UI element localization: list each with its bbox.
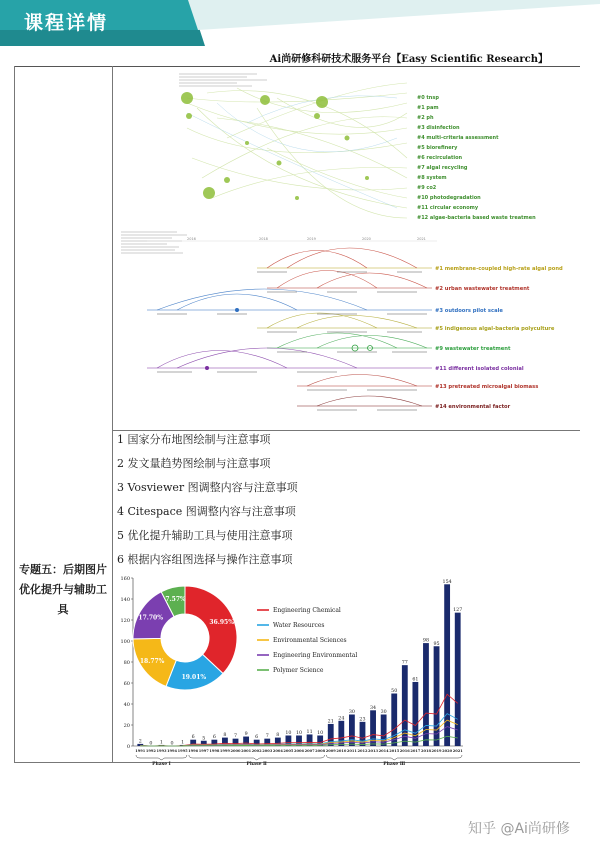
x-tick-label: 2005 (283, 749, 294, 753)
cluster-network-figure (117, 68, 580, 228)
year-tick-4: 2021 (417, 237, 426, 241)
cluster-label-12: #12 algae-bacteria based waste treatmen (417, 215, 536, 221)
bar-value-label: 7 (233, 734, 238, 740)
x-tick-label: 1992 (145, 749, 156, 753)
list-item: 6 根据内容组图选择与操作注意事项 (117, 553, 293, 566)
x-tick-label: 2006 (293, 749, 305, 753)
bar-value-label: 98 (422, 638, 430, 644)
phase-label: Phase Ⅲ (383, 762, 406, 767)
bar-value-label: 2 (138, 739, 142, 745)
x-tick-label: 1997 (198, 749, 209, 753)
cluster-label-9: #9 co2 (417, 185, 437, 191)
y-tick-label: 60 (123, 681, 130, 687)
timeline-cluster-label-14: #14 environmental factor (435, 404, 511, 410)
publication-trend-figure (117, 570, 467, 767)
bar-value-label: 1 (159, 740, 163, 746)
year-tick-0: 2016 (187, 237, 196, 241)
x-tick-label: 2021 (452, 749, 463, 753)
list-item: 3 Vosviewer 图调整内容与注意事项 (117, 481, 298, 494)
x-tick-label: 2009 (325, 749, 336, 753)
cluster-label-7: #7 algal recycling (417, 165, 468, 171)
cluster-label-6: #6 recirculation (417, 155, 463, 161)
bar-value-label: 10 (285, 731, 292, 736)
bar-value-label: 8 (223, 733, 227, 739)
timeline-cluster-label-9: #9 wastewater treatment (435, 346, 511, 352)
timeline-cluster-label-11: #11 different isolated colonial (435, 366, 524, 372)
y-tick-label: 80 (123, 660, 130, 666)
page-title: 课程详情 (24, 12, 109, 34)
y-tick-label: 0 (126, 744, 130, 750)
legend-label: Water Resources (273, 622, 325, 629)
x-tick-label: 2016 (399, 749, 410, 753)
year-tick-2: 2019 (307, 237, 316, 241)
bar-value-label: 77 (401, 660, 408, 666)
topic-item-list (117, 431, 298, 575)
phase-label: Phase Ⅰ (152, 762, 171, 767)
y-tick-label: 120 (120, 618, 130, 624)
bar-value-label: 1 (181, 740, 185, 746)
y-tick-label: 40 (123, 702, 130, 708)
legend-label: Engineering Environmental (273, 652, 358, 659)
x-tick-label: 2011 (346, 749, 357, 753)
cluster-label-11: #11 circular economy (417, 205, 479, 211)
x-tick-label: 2001 (241, 749, 252, 753)
bar-value-label: 24 (338, 716, 345, 722)
bar-value-label: 10 (295, 731, 303, 736)
list-item: 1 国家分布地图绘制与注意事项 (117, 433, 271, 446)
y-tick-label: 100 (120, 639, 130, 645)
bar-value-label: 61 (412, 677, 419, 683)
section-label: 专题五：后期图片优化提升与辅助工具 (19, 563, 107, 616)
legend-label: Environmental Sciences (273, 637, 347, 644)
watermark: 知乎 @Ai尚研修 (468, 821, 570, 837)
x-tick-label: 2015 (389, 749, 400, 753)
donut-slice-label: 19.01% (181, 674, 207, 682)
list-item: 5 优化提升辅助工具与使用注意事项 (117, 529, 293, 542)
x-tick-label: 2017 (410, 749, 421, 753)
x-tick-label: 2019 (431, 749, 442, 753)
timeline-cluster-label-3: #3 outdoors pilot scale (435, 308, 503, 314)
list-item: 4 Citespace 图调整内容与注意事项 (117, 505, 296, 518)
table-column-divider (112, 66, 113, 762)
bar-value-label: 95 (433, 641, 440, 647)
timeline-cluster-label-13: #13 pretreated microalgal biomass (435, 384, 539, 390)
timeline-cluster-label-2: #2 urban wastewater treatment (435, 286, 530, 292)
x-tick-label: 2014 (378, 749, 389, 753)
bar-value-label: 0 (149, 741, 153, 747)
x-tick-label: 2002 (251, 749, 262, 753)
bar-value-label: 50 (391, 689, 398, 694)
bar-value-label: 154 (442, 579, 452, 585)
bar-value-label: 9 (244, 732, 248, 738)
bar-value-label: 127 (453, 608, 463, 614)
x-tick-label: 1993 (156, 749, 167, 753)
cluster-label-1: #1 pam (417, 105, 439, 111)
bar-value-label: 8 (276, 733, 280, 739)
x-tick-label: 1995 (177, 749, 188, 753)
year-tick-3: 2020 (362, 237, 371, 241)
x-tick-label: 2010 (336, 749, 347, 753)
x-tick-label: 2013 (368, 749, 379, 753)
bar-value-label: 5 (202, 736, 206, 742)
legend-label: Engineering Chemical (273, 607, 341, 614)
donut-slice-label: 18.77% (139, 657, 165, 665)
x-tick-label: 2020 (442, 749, 453, 753)
timeline-cluster-label-5: #5 indigenous algal-bacteria polyculture (435, 326, 555, 332)
bar (434, 646, 440, 746)
donut-slice-label: 17.70% (138, 614, 163, 622)
x-tick-label: 1996 (188, 749, 199, 753)
year-tick-1: 2018 (259, 237, 268, 241)
table-bottom-border (14, 762, 580, 763)
x-tick-label: 1991 (135, 749, 146, 753)
cluster-label-2: #2 ph (417, 115, 434, 121)
bar-value-label: 0 (170, 741, 174, 747)
bar (412, 682, 418, 746)
x-tick-label: 1999 (219, 749, 230, 753)
x-tick-label: 2007 (304, 749, 315, 753)
cluster-label-8: #8 system (417, 175, 447, 181)
y-tick-label: 140 (120, 597, 130, 603)
bar (455, 613, 461, 746)
bar-value-label: 23 (359, 717, 366, 723)
bar-value-label: 34 (370, 705, 377, 711)
x-tick-label: 2008 (315, 749, 326, 753)
donut-slice-label: 7.57% (165, 596, 186, 604)
platform-subtitle: Ai尚研修科研技术服务平台【Easy Scientific Research】 (269, 54, 548, 65)
bar-value-label: 7 (265, 734, 269, 740)
legend-label: Polymer Science (273, 667, 324, 674)
timeline-cluster-figure (117, 228, 580, 428)
cluster-label-0: #0 tnsp (417, 95, 439, 101)
timeline-cluster-label-1: #1 membrane-coupled high-rate algal pond (435, 266, 563, 272)
x-tick-label: 2003 (262, 749, 273, 753)
bar-value-label: 10 (317, 731, 324, 736)
x-tick-label: 1994 (167, 749, 178, 753)
table-left-border (14, 66, 15, 762)
bar-value-label: 21 (327, 719, 334, 725)
x-tick-label: 2000 (230, 749, 241, 753)
bar-value-label: 30 (380, 710, 387, 715)
y-tick-label: 20 (123, 723, 130, 729)
cluster-label-4: #4 multi-criteria assessment (417, 135, 499, 141)
bar-value-label: 6 (212, 735, 216, 741)
x-tick-label: 2004 (272, 749, 283, 753)
x-tick-label: 2012 (357, 749, 368, 753)
bar-value-label: 11 (306, 729, 313, 735)
y-tick-label: 160 (120, 576, 130, 582)
bar-value-label: 6 (255, 735, 259, 741)
phase-label: Phase Ⅱ (246, 762, 267, 767)
cluster-label-5: #5 biorefinery (417, 145, 458, 151)
header-divider (14, 66, 580, 67)
x-tick-label: 1998 (209, 749, 220, 753)
phase-bracket (189, 755, 325, 760)
bar-value-label: 6 (191, 735, 195, 741)
donut-slice-label: 36.95% (209, 619, 234, 627)
phase-bracket (326, 755, 462, 760)
cluster-label-10: #10 photodegradation (417, 195, 481, 201)
bar-value-label: 30 (348, 710, 355, 715)
list-item: 2 发文量趋势图绘制与注意事项 (117, 457, 271, 470)
x-tick-label: 2018 (420, 749, 431, 753)
phase-bracket (136, 755, 187, 760)
cluster-label-3: #3 disinfection (417, 125, 460, 131)
